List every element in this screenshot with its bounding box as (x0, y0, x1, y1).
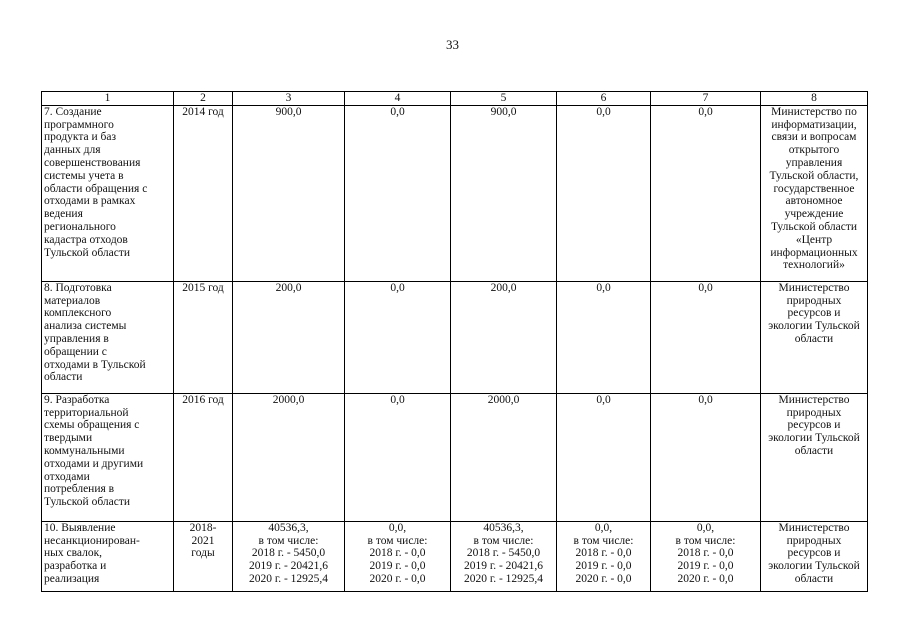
cell-line: материалов (44, 294, 101, 307)
cell-total (233, 105, 345, 281)
cell-regional (451, 281, 557, 393)
cell-line: обращении с (44, 345, 107, 358)
cell-line: 0,0 (698, 105, 713, 118)
cell-line: 2020 г. - 12925,4 (463, 572, 544, 585)
cell-line: 2020 г. - 0,0 (369, 572, 426, 585)
cell-measure-name (42, 105, 174, 281)
cell-line: государственное (773, 182, 855, 195)
cell-line: 2019 г. - 0,0 (677, 560, 734, 573)
cell-line: Министерство по (771, 105, 857, 118)
cell-line: области (44, 371, 83, 384)
cell-executor (761, 105, 868, 281)
cell-federal (345, 521, 451, 591)
cell-line: 2000,0 (272, 393, 305, 406)
cell-executor (761, 521, 868, 591)
cell-line: ведения (44, 208, 83, 221)
cell-line: связи и вопросам (771, 131, 857, 144)
cell-line: 0,0, (388, 521, 407, 534)
cell-line: анализа системы (44, 320, 127, 333)
cell-executor (761, 281, 868, 393)
cell-line: информатизации, (771, 118, 857, 131)
cell-line: отходами и другими (44, 457, 144, 470)
cell-line: области (794, 332, 834, 345)
cell-line: 0,0 (698, 281, 713, 294)
cell-line: данных для (44, 144, 101, 157)
header-cell: 8 (761, 92, 868, 106)
cell-line: 200,0 (275, 281, 302, 294)
cell-line: информационных (770, 246, 858, 259)
cell-line: потребления в (44, 483, 115, 496)
cell-local (557, 393, 651, 521)
cell-line: коммунальными (44, 444, 125, 457)
cell-line: 2020 г. - 12925,4 (248, 572, 329, 585)
cell-line: в том числе: (473, 534, 534, 547)
cell-line: 2018- (189, 521, 217, 534)
cell-line: 2019 г. - 0,0 (575, 560, 632, 573)
cell-federal (345, 393, 451, 521)
table-row (42, 393, 868, 521)
cell-executor (761, 393, 868, 521)
cell-line: автономное (785, 195, 843, 208)
cell-measure-name (42, 393, 174, 521)
cell-line: области (794, 572, 834, 585)
cell-line: Тульской области, (769, 169, 859, 182)
cell-line: 2000,0 (487, 393, 520, 406)
header-cell: 2 (174, 92, 233, 106)
cell-other (651, 393, 761, 521)
cell-line: 0,0 (698, 393, 713, 406)
cell-line: 0,0 (596, 393, 611, 406)
cell-line: 7. Создание (44, 105, 102, 118)
cell-line: разработка и (44, 560, 107, 573)
cell-other (651, 521, 761, 591)
cell-line: 0,0 (390, 281, 405, 294)
cell-other (651, 281, 761, 393)
cell-line: 2019 г. - 0,0 (369, 560, 426, 573)
cell-line: программного (44, 118, 114, 131)
cell-line: 9. Разработка (44, 393, 110, 406)
cell-line: Тульской области (770, 220, 857, 233)
cell-line: твердыми (44, 432, 93, 445)
cell-line: 10. Выявление (44, 521, 116, 534)
cell-period (174, 281, 233, 393)
cell-line: природных (786, 294, 842, 307)
cell-line: регионального (44, 220, 116, 233)
cell-line: открытого (788, 144, 840, 157)
cell-line: управления (785, 156, 843, 169)
cell-line: экологии Тульской (768, 560, 860, 573)
cell-line: экологии Тульской (768, 432, 860, 445)
cell-line: территориальной (44, 406, 129, 419)
cell-period (174, 521, 233, 591)
table-row (42, 105, 868, 281)
cell-other (651, 105, 761, 281)
page-number: 33 (446, 37, 459, 52)
cell-line: области (794, 444, 834, 457)
cell-line: «Центр (795, 233, 833, 246)
cell-line: управления в (44, 332, 109, 345)
cell-line: отходами в рамках (44, 195, 136, 208)
cell-line: 40536,3, (483, 521, 524, 534)
cell-line: Тульской области (44, 496, 131, 509)
cell-local (557, 281, 651, 393)
cell-line: 2018 г. - 5450,0 (466, 547, 541, 560)
cell-line: Министерство (778, 281, 850, 294)
cell-line: отходами в Тульской (44, 358, 146, 371)
cell-period (174, 393, 233, 521)
cell-line: 2019 г. - 20421,6 (463, 560, 544, 573)
cell-line: системы учета в (44, 169, 124, 182)
cell-regional (451, 521, 557, 591)
cell-line: 2018 г. - 0,0 (369, 547, 426, 560)
cell-line: реализация (44, 572, 100, 585)
cell-line: 2015 год (182, 281, 224, 294)
cell-line: отходами (44, 470, 90, 483)
cell-line: 8. Подготовка (44, 281, 112, 294)
cell-line: 2016 год (182, 393, 224, 406)
cell-line: технологий» (783, 259, 845, 272)
cell-measure-name (42, 521, 174, 591)
cell-line: 2018 г. - 0,0 (677, 547, 734, 560)
cell-line: Министерство (778, 521, 850, 534)
cell-regional (451, 105, 557, 281)
cell-line: 900,0 (275, 105, 302, 118)
cell-regional (451, 393, 557, 521)
header-cell: 5 (451, 92, 557, 106)
cell-line: 2020 г. - 0,0 (575, 572, 632, 585)
header-cell: 3 (233, 92, 345, 106)
cell-line: 0,0 (596, 105, 611, 118)
cell-federal (345, 281, 451, 393)
table-row (42, 281, 868, 393)
header-cell: 7 (651, 92, 761, 106)
cell-line: 2021 (191, 534, 215, 547)
cell-line: в том числе: (573, 534, 634, 547)
cell-line: 0,0, (594, 521, 613, 534)
cell-line: продукта и баз (44, 131, 117, 144)
cell-line: несанкционирован- (44, 534, 140, 547)
cell-line: 0,0 (390, 105, 405, 118)
cell-total (233, 521, 345, 591)
cell-line: природных (786, 406, 842, 419)
cell-line: 2019 г. - 20421,6 (248, 560, 329, 573)
cell-line: ресурсов и (787, 307, 841, 320)
header-row (42, 92, 868, 106)
cell-line: в том числе: (367, 534, 428, 547)
cell-line: ных свалок, (44, 547, 103, 560)
cell-line: комплексного (44, 307, 112, 320)
cell-line: природных (786, 534, 842, 547)
cell-line: 0,0 (390, 393, 405, 406)
cell-line: в том числе: (675, 534, 736, 547)
cell-total (233, 393, 345, 521)
cell-line: 0,0 (596, 281, 611, 294)
cell-line: в том числе: (258, 534, 319, 547)
cell-line: Тульской области (44, 246, 131, 259)
cell-line: экологии Тульской (768, 320, 860, 333)
cell-local (557, 521, 651, 591)
cell-line: совершенствования (44, 156, 141, 169)
cell-line: 2020 г. - 0,0 (677, 572, 734, 585)
cell-line: учреждение (784, 208, 844, 221)
header-cell: 6 (557, 92, 651, 106)
cell-line: области обращения с (44, 182, 148, 195)
cell-line: схемы обращения с (44, 419, 140, 432)
cell-measure-name (42, 281, 174, 393)
cell-line: Министерство (778, 393, 850, 406)
cell-line: годы (191, 547, 215, 560)
header-cell: 4 (345, 92, 451, 106)
cell-period (174, 105, 233, 281)
cell-total (233, 281, 345, 393)
header-cell: 1 (42, 92, 174, 106)
cell-line: 900,0 (490, 105, 517, 118)
cell-line: 200,0 (490, 281, 517, 294)
cell-line: кадастра отходов (44, 233, 128, 246)
cell-line: 2018 г. - 5450,0 (251, 547, 326, 560)
cell-line: ресурсов и (787, 419, 841, 432)
cell-federal (345, 105, 451, 281)
cell-line: 2018 г. - 0,0 (575, 547, 632, 560)
program-table (41, 91, 868, 592)
cell-line: 2014 год (182, 105, 224, 118)
cell-line: 40536,3, (268, 521, 309, 534)
table-row (42, 521, 868, 591)
cell-line: ресурсов и (787, 547, 841, 560)
cell-line: 0,0, (696, 521, 715, 534)
cell-local (557, 105, 651, 281)
